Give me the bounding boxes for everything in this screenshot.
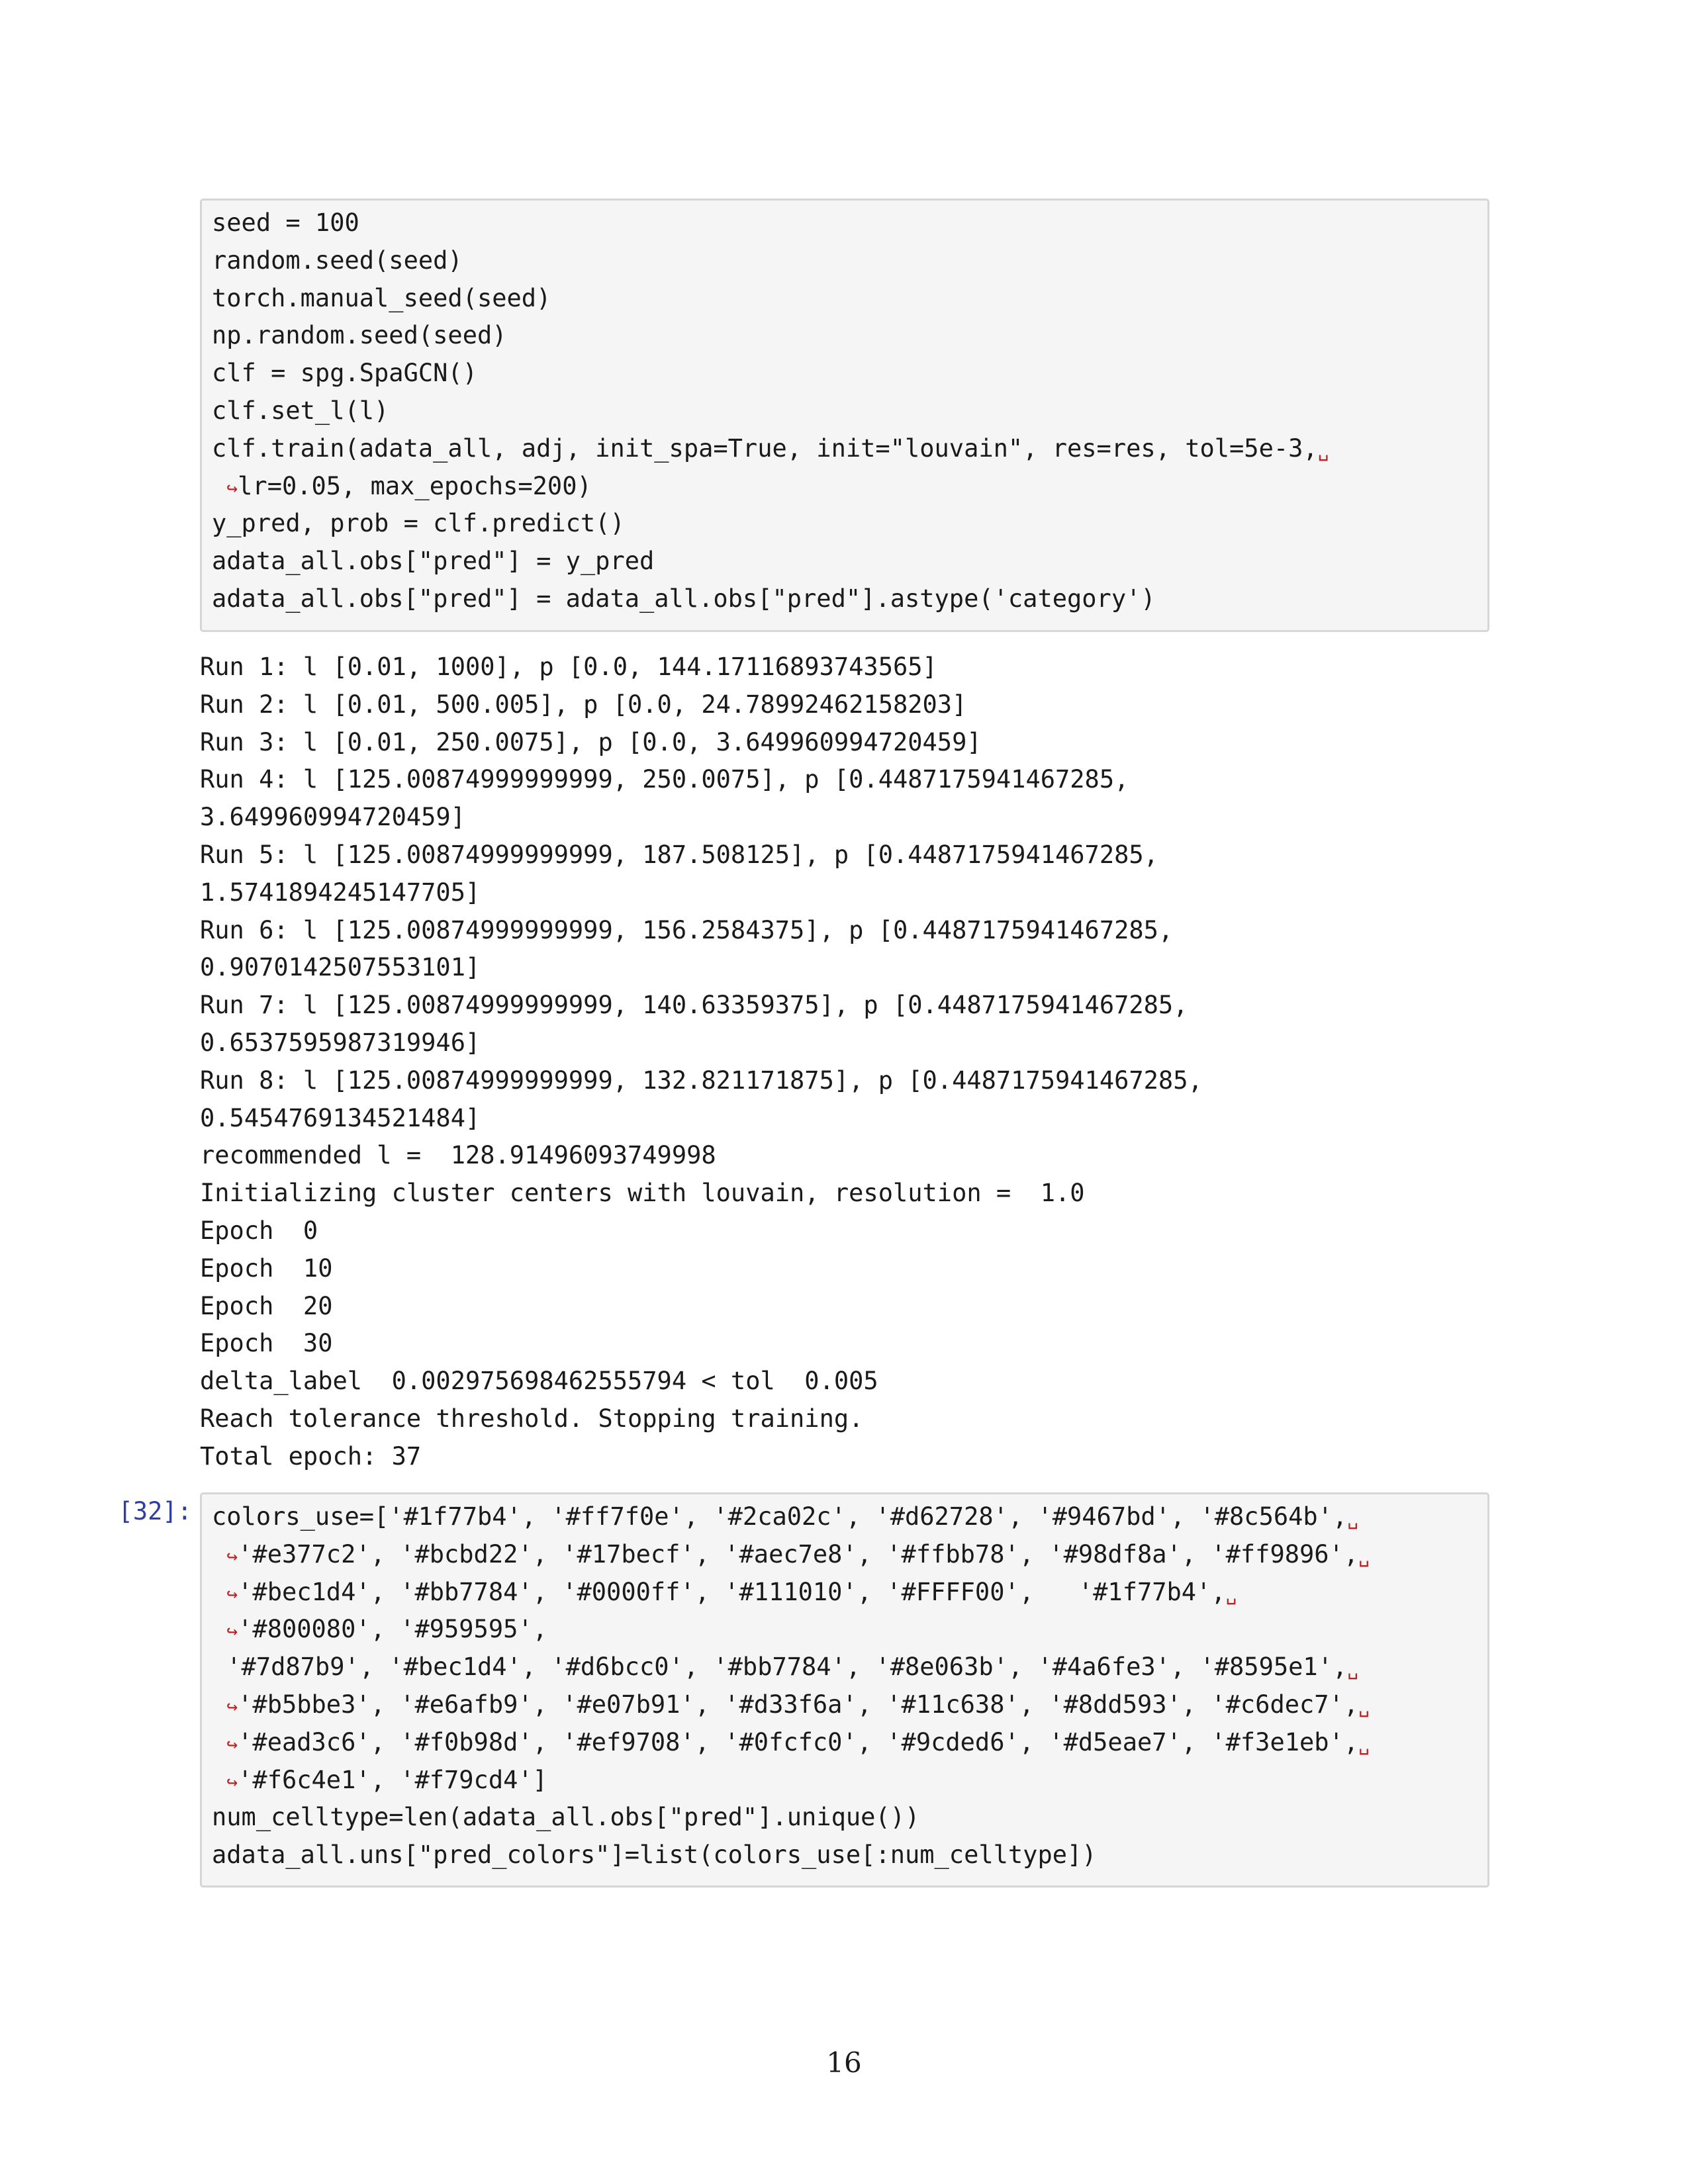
output-line: Epoch 20 (200, 1291, 333, 1320)
output-line: Epoch 30 (200, 1329, 333, 1358)
code-text: num_celltype=len(adata_all.obs["pred"].unique()) (212, 1803, 920, 1832)
output-line: Run 6: l [125.00874999999999, 156.2584375], p [0.4487175941467285, (200, 915, 1174, 944)
code-line (212, 1686, 1487, 1724)
code-line (212, 205, 1487, 242)
code-text: torch.manual_seed(seed) (212, 283, 551, 312)
code-line (212, 1799, 1487, 1837)
output-line: Run 8: l [125.00874999999999, 132.821171875], p [0.4487175941467285, (200, 1066, 1203, 1095)
code-line (212, 1837, 1487, 1874)
output-line: 3.649960994720459] (200, 803, 465, 832)
code-text: random.seed(seed) (212, 246, 463, 275)
output-line: 0.6537595987319946] (200, 1028, 481, 1057)
code-text: clf = spg.SpaGCN() (212, 359, 477, 388)
output-line: Run 1: l [0.01, 1000], p [0.0, 144.17116893743565] (200, 653, 937, 681)
code-text: '#800080', '#959595', (238, 1615, 547, 1644)
code-cell-1-source (202, 201, 1487, 622)
code-line (212, 242, 1487, 280)
code-line (212, 430, 1487, 468)
code-line (212, 1574, 1487, 1612)
code-text: y_pred, prob = clf.predict() (212, 509, 625, 538)
code-line (212, 543, 1487, 580)
code-line (212, 1724, 1487, 1762)
cell-2-prompt: [32]: (118, 1497, 192, 1525)
output-line: Total epoch: 37 (200, 1441, 422, 1471)
code-text: '#b5bbe3', '#e6afb9', '#e07b91', '#d33f6a', '#11c638', '#8dd593', '#c6dec7', (238, 1690, 1359, 1719)
code-line (212, 468, 1487, 506)
line-wrap-icon: ␣ (1358, 1545, 1370, 1567)
code-line (212, 1611, 1487, 1649)
continuation-arrow-icon: ↪ (226, 477, 238, 499)
code-line (212, 1649, 1487, 1686)
continuation-arrow-icon: ↪ (226, 1770, 238, 1793)
output-line: recommended l = 128.91496093749998 (200, 1141, 716, 1170)
code-text: np.random.seed(seed) (212, 321, 507, 350)
code-text: clf.train(adata_all, adj, init_spa=True, init="louvain", res=res, tol=5e-3, (212, 433, 1318, 463)
code-text: clf.set_l(l) (212, 396, 389, 425)
cell-1-output (200, 649, 1489, 1476)
code-text: colors_use=['#1f77b4', '#ff7f0e', '#2ca02c', '#d62728', '#9467bd', '#8c564b', (212, 1502, 1348, 1531)
code-line (212, 317, 1487, 355)
output-line: Initializing cluster centers with louvain, resolution = 1.0 (200, 1179, 1085, 1208)
code-text: seed = 100 (212, 208, 359, 237)
continuation-arrow-icon: ↪ (226, 1620, 238, 1643)
continuation-arrow-icon: ↪ (226, 1695, 238, 1717)
output-line: Epoch 0 (200, 1216, 318, 1245)
code-cell-1[interactable] (200, 199, 1489, 632)
code-line (212, 505, 1487, 543)
line-wrap-icon: ␣ (1225, 1582, 1237, 1605)
code-text: '#7d87b9', '#bec1d4', '#d6bcc0', '#bb7784', '#8e063b', '#4a6fe3', '#8595e1', (212, 1653, 1348, 1682)
output-line: Reach tolerance threshold. Stopping training. (200, 1404, 864, 1433)
output-line: Epoch 10 (200, 1253, 333, 1283)
line-wrap-icon: ␣ (1317, 439, 1329, 461)
line-wrap-icon: ␣ (1358, 1733, 1370, 1755)
code-line (212, 1536, 1487, 1574)
code-cell-2[interactable] (200, 1492, 1489, 1888)
output-line: 0.5454769134521484] (200, 1103, 481, 1132)
output-line: Run 3: l [0.01, 250.0075], p [0.0, 3.649960994720459] (200, 727, 982, 756)
output-line: delta_label 0.002975698462555794 < tol 0.005 (200, 1367, 878, 1396)
code-line (212, 1498, 1487, 1536)
code-line (212, 392, 1487, 430)
output-line: 0.9070142507553101] (200, 953, 481, 982)
output-line: Run 7: l [125.00874999999999, 140.63359375], p [0.4487175941467285, (200, 991, 1188, 1020)
line-wrap-icon: ␣ (1347, 1658, 1359, 1680)
code-text: adata_all.uns["pred_colors"]=list(colors_use[:num_celltype]) (212, 1841, 1097, 1870)
continuation-arrow-icon: ↪ (226, 1582, 238, 1605)
code-cell-2-source (202, 1494, 1487, 1878)
code-line (212, 1762, 1487, 1799)
page-number: 16 (826, 2046, 862, 2079)
output-line: 1.5741894245147705] (200, 878, 481, 907)
code-text: lr=0.05, max_epochs=200) (238, 471, 592, 500)
code-text: '#ead3c6', '#f0b98d', '#ef9708', '#0fcfc0', '#9cded6', '#d5eae7', '#f3e1eb', (238, 1727, 1359, 1756)
output-line: Run 5: l [125.00874999999999, 187.508125], p [0.4487175941467285, (200, 840, 1158, 869)
output-line: Run 2: l [0.01, 500.005], p [0.0, 24.78992462158203] (200, 690, 967, 719)
continuation-arrow-icon: ↪ (226, 1733, 238, 1755)
line-wrap-icon: ␣ (1358, 1695, 1370, 1717)
code-text: adata_all.obs["pred"] = y_pred (212, 547, 655, 576)
code-text: '#bec1d4', '#bb7784', '#0000ff', '#111010', '#FFFF00', '#1f77b4', (238, 1577, 1226, 1606)
output-line: Run 4: l [125.00874999999999, 250.0075], p [0.4487175941467285, (200, 765, 1129, 794)
code-line (212, 280, 1487, 318)
code-text: '#e377c2', '#bcbd22', '#17becf', '#aec7e8', '#ffbb78', '#98df8a', '#ff9896', (238, 1539, 1359, 1569)
line-wrap-icon: ␣ (1347, 1508, 1359, 1529)
code-line (212, 355, 1487, 392)
code-text: adata_all.obs["pred"] = adata_all.obs["pred"].astype('category') (212, 584, 1156, 613)
code-text: '#f6c4e1', '#f79cd4'] (238, 1765, 547, 1794)
continuation-arrow-icon: ↪ (226, 1545, 238, 1567)
code-line (212, 580, 1487, 618)
